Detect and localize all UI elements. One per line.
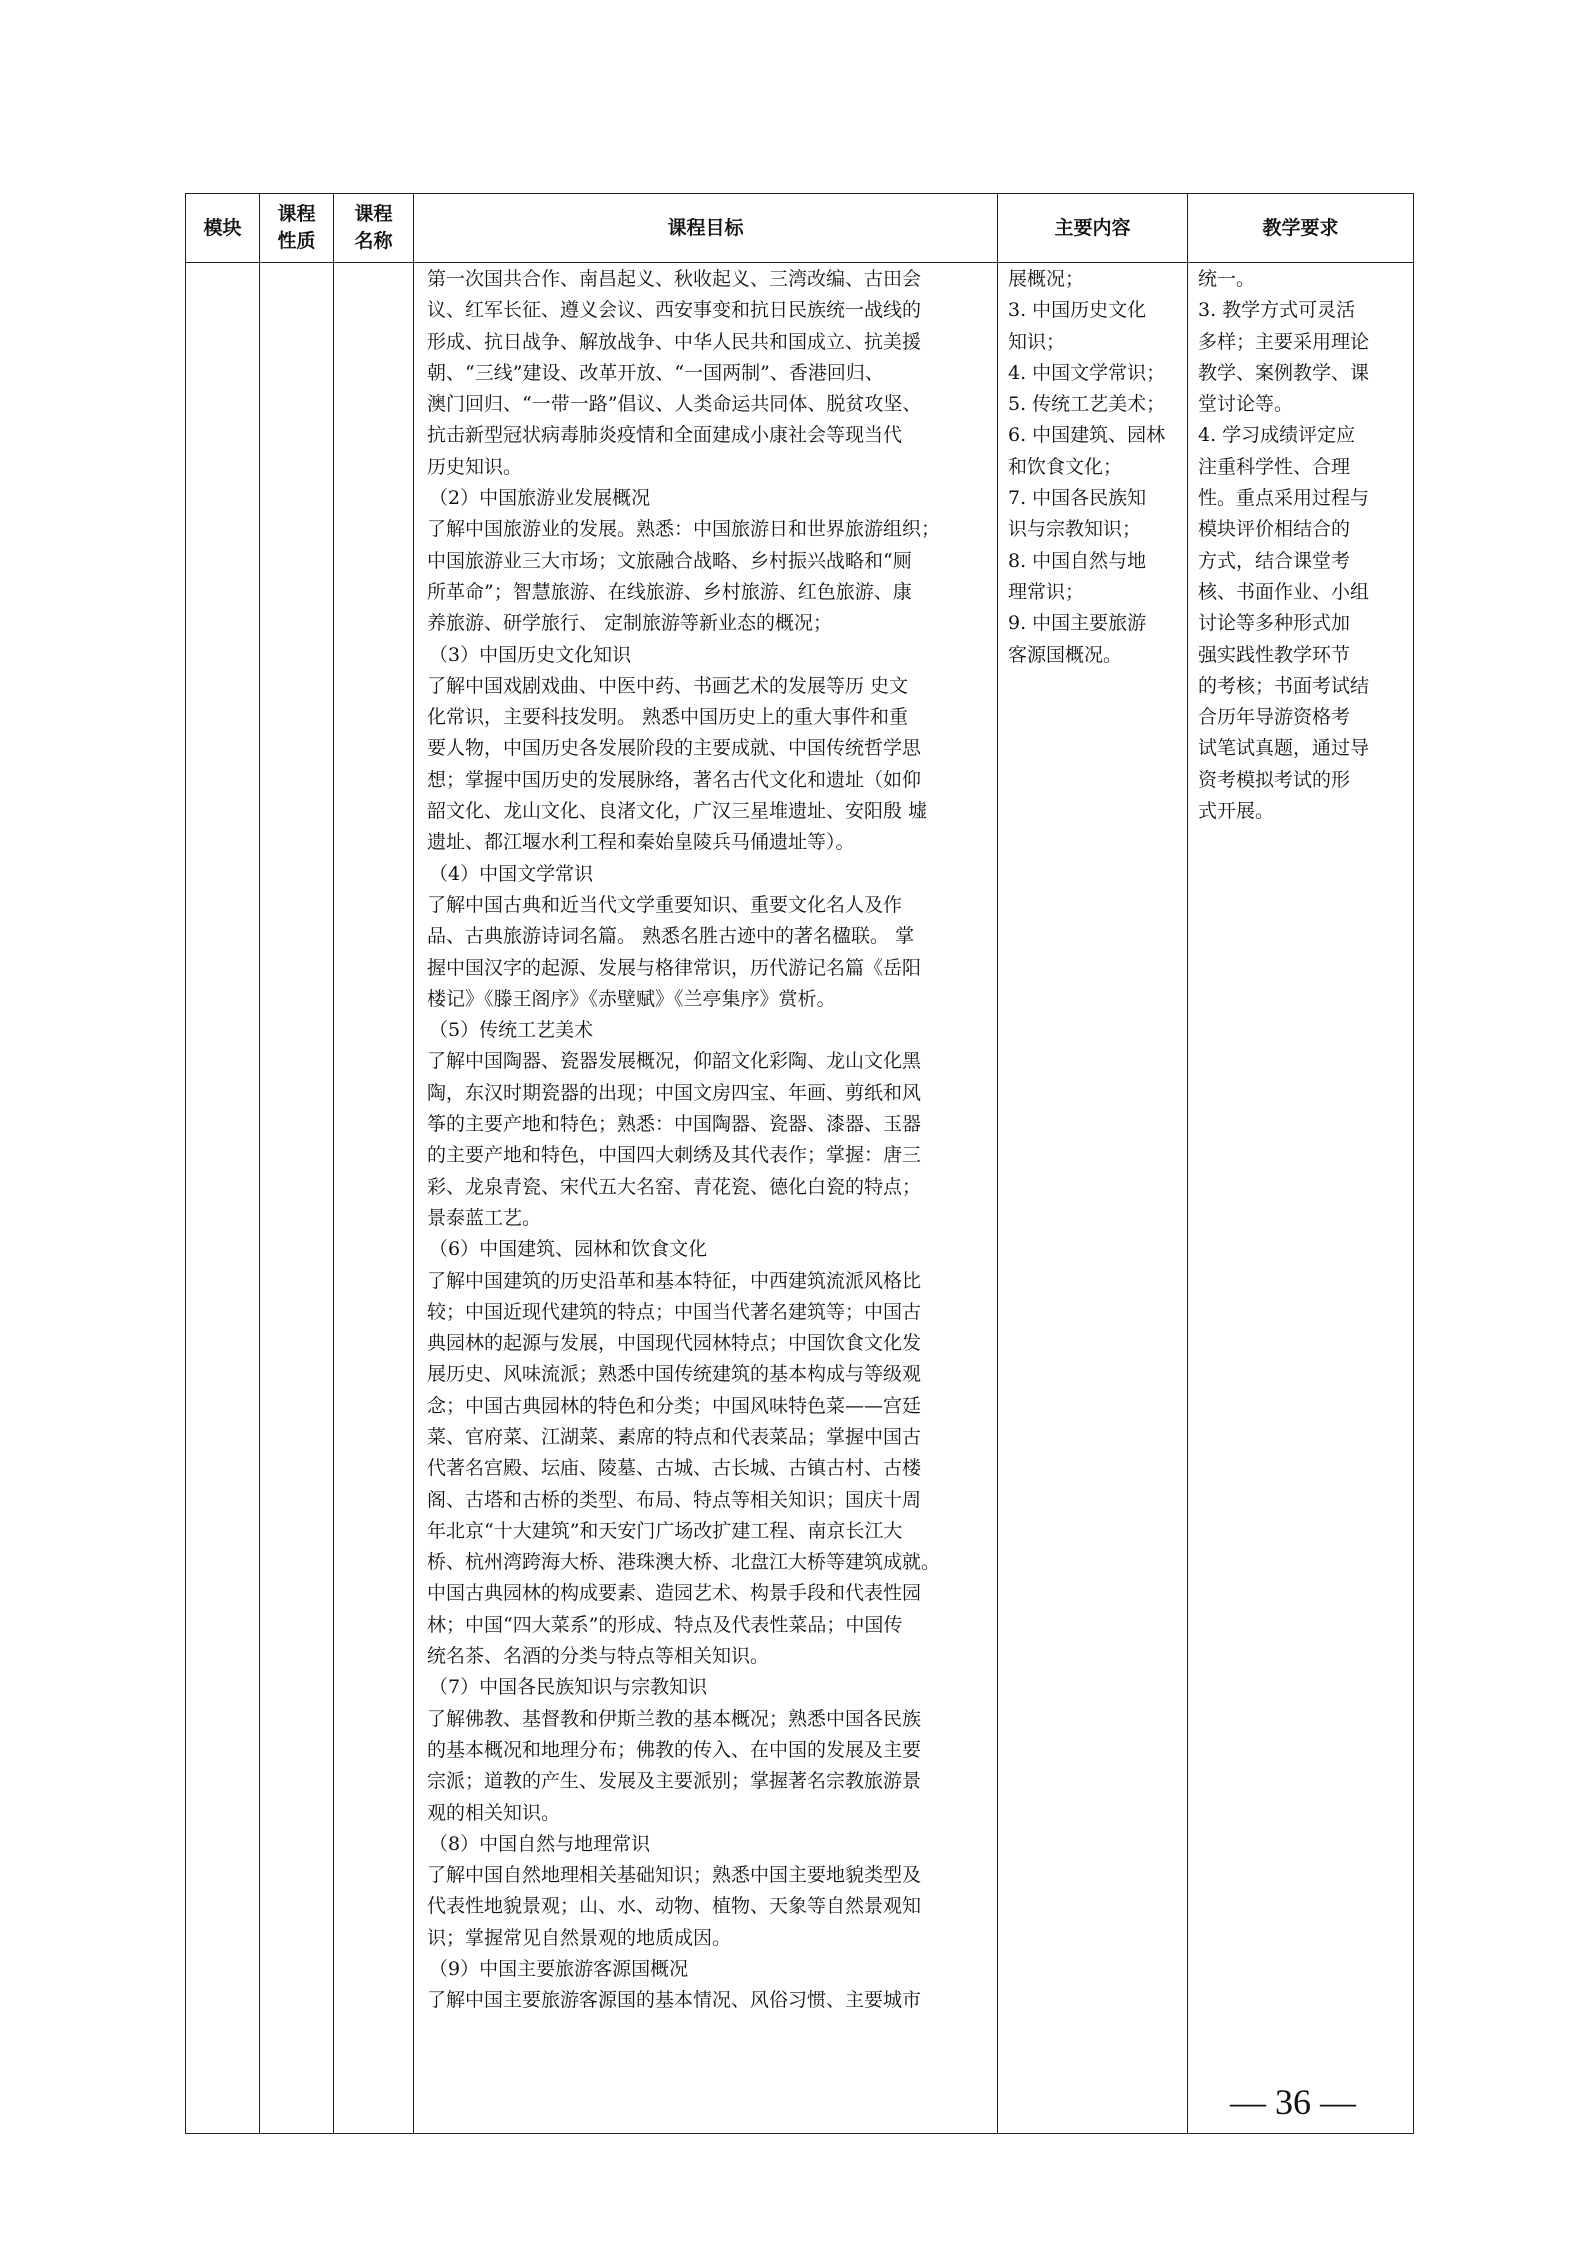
- requirement-line: 模块评价相结合的: [1198, 518, 1351, 541]
- objectives-text: [414, 263, 997, 2017]
- content-line: 8. 中国自然与地: [1008, 549, 1147, 572]
- objective-line: 观的相关知识。: [427, 1801, 561, 1824]
- objective-line: 桥、杭州湾跨海大桥、港珠澳大桥、北盘江大桥等建筑成就。: [427, 1551, 941, 1574]
- objective-line: （4）中国文学常识: [429, 862, 594, 885]
- requirement-line: 式开展。: [1198, 800, 1275, 823]
- content-line: 5. 传统工艺美术；: [1008, 393, 1166, 416]
- content-line: 3. 中国历史文化: [1008, 299, 1147, 322]
- teaching-requirements-text: [1188, 263, 1413, 827]
- objective-line: 韶文化、龙山文化、良渚文化，广汉三星堆遗址、安阳殷 墟: [427, 800, 928, 823]
- objective-line: （8）中国自然与地理常识: [429, 1832, 651, 1855]
- content-line: 7. 中国各民族知: [1008, 487, 1147, 510]
- objective-line: 统名茶、名酒的分类与特点等相关知识。: [427, 1645, 770, 1668]
- content-line: 6. 中国建筑、园林: [1008, 424, 1166, 447]
- requirement-line: 强实践性教学环节: [1198, 643, 1351, 666]
- objective-line: 了解中国古典和近当代文学重要知识、重要文化名人及作: [427, 893, 903, 916]
- content-line: 9. 中国主要旅游: [1008, 612, 1147, 635]
- objective-line: 第一次国共合作、南昌起义、秋收起义、三湾改编、古田会: [427, 268, 922, 290]
- course-type-cell: [260, 263, 334, 2134]
- content-line: 理常识；: [1008, 580, 1085, 603]
- teaching-requirements-cell: [1188, 263, 1414, 2134]
- content-line: 和饮食文化；: [1008, 455, 1123, 478]
- objective-line: 较；中国近现代建筑的特点；中国当代著名建筑等；中国古: [427, 1300, 922, 1323]
- objective-line: （9）中国主要旅游客源国概况: [429, 1958, 689, 1981]
- objective-line: 了解中国旅游业的发展。熟悉：中国旅游日和世界旅游组织；: [427, 518, 941, 541]
- module-cell: [186, 263, 260, 2134]
- objective-line: 中国旅游业三大市场；文旅融合战略、乡村振兴战略和“厕: [427, 549, 912, 572]
- content-line: 展概况；: [1008, 268, 1085, 290]
- objective-line: 菜、官府菜、江湖菜、素席的特点和代表菜品；掌握中国古: [427, 1425, 922, 1448]
- objective-line: 楼记》《滕王阁序》《赤壁赋》《兰亭集序》赏析。: [427, 987, 836, 1010]
- requirement-line: 合历年导游资格考: [1198, 706, 1351, 729]
- objectives-cell: [414, 263, 998, 2134]
- header-objectives: 课程目标: [414, 194, 998, 263]
- objective-line: 所革命”；智慧旅游、在线旅游、乡村旅游、红色旅游、康: [427, 580, 912, 603]
- table-header-row: [186, 194, 1414, 263]
- objective-line: 化常识，主要科技发明。 熟悉中国历史上的重大事件和重: [427, 706, 909, 729]
- objective-line: 了解中国陶器、瓷器发展概况，仰韶文化彩陶、龙山文化黑: [427, 1050, 922, 1073]
- objective-line: 识；掌握常见自然景观的地质成因。: [427, 1926, 732, 1949]
- objective-line: 议、红军长征、遵义会议、西安事变和抗日民族统一战线的: [427, 299, 922, 322]
- table-row: [186, 263, 1414, 2134]
- header-teaching-requirements: 教学要求: [1188, 194, 1414, 263]
- page-number: — 36 —: [1230, 2082, 1356, 2122]
- requirement-line: 讨论等多种形式加: [1198, 612, 1351, 635]
- objective-line: （7）中国各民族知识与宗教知识: [429, 1676, 708, 1699]
- objective-line: 的主要产地和特色，中国四大刺绣及其代表作；掌握：唐三: [427, 1144, 922, 1167]
- content-line: 4. 中国文学常识；: [1008, 361, 1166, 384]
- objective-line: 要人物，中国历史各发展阶段的主要成就、中国传统哲学思: [427, 737, 922, 760]
- objective-line: 陶，东汉时期瓷器的出现；中国文房四宝、年画、剪纸和风: [427, 1081, 922, 1104]
- content-line: 客源国概况。: [1008, 643, 1123, 666]
- objective-line: 的基本概况和地理分布；佛教的传入、在中国的发展及主要: [427, 1738, 922, 1761]
- objective-line: 典园林的起源与发展，中国现代园林特点；中国饮食文化发: [427, 1332, 922, 1355]
- requirement-line: 注重科学性、合理: [1198, 455, 1351, 478]
- requirement-line: 3. 教学方式可灵活: [1198, 299, 1356, 322]
- requirement-line: 性。重点采用过程与: [1198, 487, 1370, 510]
- objective-line: 形成、抗日战争、解放战争、中华人民共和国成立、抗美援: [427, 330, 922, 353]
- objective-line: 朝、“三线”建设、改革开放、“一国两制”、香港回归、: [427, 361, 884, 384]
- objective-line: 澳门回归、“一带一路”倡议、人类命运共同体、脱贫攻坚、: [427, 393, 922, 416]
- requirement-line: 的考核；书面考试结: [1198, 674, 1370, 697]
- objective-line: 中国古典园林的构成要素、造园艺术、构景手段和代表性园: [427, 1582, 922, 1605]
- requirement-line: 教学、案例教学、课: [1198, 361, 1370, 384]
- requirement-line: 堂讨论等。: [1198, 393, 1294, 416]
- objective-line: 握中国汉字的起源、发展与格律常识，历代游记名篇《岳阳: [427, 956, 922, 979]
- course-name-cell: [334, 263, 414, 2134]
- header-course-type: 课程 性质: [260, 194, 334, 263]
- objective-line: 筝的主要产地和特色；熟悉：中国陶器、瓷器、漆器、玉器: [427, 1113, 922, 1136]
- objective-line: 想；掌握中国历史的发展脉络，著名古代文化和遗址（如仰: [427, 768, 922, 791]
- objective-line: 了解中国主要旅游客源国的基本情况、风俗习惯、主要城市: [427, 1989, 922, 2012]
- objective-line: 彩、龙泉青瓷、宋代五大名窑、青花瓷、德化白瓷的特点；: [427, 1175, 922, 1198]
- objective-line: 了解中国自然地理相关基础知识；熟悉中国主要地貌类型及: [427, 1864, 922, 1887]
- objective-line: （5）传统工艺美术: [429, 1019, 594, 1042]
- content-line: 识与宗教知识；: [1008, 518, 1142, 541]
- objective-line: 展历史、风味流派；熟悉中国传统建筑的基本构成与等级观: [427, 1363, 922, 1386]
- requirement-line: 方式，结合课堂考: [1198, 549, 1351, 572]
- requirement-line: 4. 学习成绩评定应: [1198, 424, 1356, 447]
- objective-line: 抗击新型冠状病毒肺炎疫情和全面建成小康社会等现当代: [427, 424, 903, 447]
- objective-line: 宗派；道教的产生、发展及主要派别；掌握著名宗教旅游景: [427, 1770, 922, 1793]
- main-content-cell: [998, 263, 1188, 2134]
- objective-line: 遗址、都江堰水利工程和秦始皇陵兵马俑遗址等）。: [427, 831, 855, 854]
- objective-line: 林；中国“四大菜系”的形成、特点及代表性菜品；中国传: [427, 1613, 903, 1636]
- objective-line: 历史知识。: [427, 455, 523, 478]
- requirement-line: 试笔试真题，通过导: [1198, 737, 1370, 760]
- requirement-line: 核、书面作业、小组: [1198, 580, 1370, 603]
- objective-line: 了解中国戏剧戏曲、中医中药、书画艺术的发展等历 史文: [427, 674, 909, 697]
- objective-line: 代著名宫殿、坛庙、陵墓、古城、古长城、古镇古村、古楼: [427, 1457, 922, 1480]
- objective-line: 阁、古塔和古桥的类型、布局、特点等相关知识；国庆十周: [427, 1488, 922, 1511]
- objective-line: 景泰蓝工艺。: [427, 1206, 542, 1229]
- main-content-text: [998, 263, 1187, 671]
- objective-line: 养旅游、研学旅行、 定制旅游等新业态的概况；: [427, 612, 833, 635]
- header-course-name: 课程 名称: [334, 194, 414, 263]
- objective-line: 念；中国古典园林的特色和分类；中国风味特色菜——宫廷: [427, 1394, 922, 1417]
- requirement-line: 统一。: [1198, 268, 1256, 290]
- objective-line: 年北京“十大建筑”和天安门广场改扩建工程、南京长江大: [427, 1519, 903, 1542]
- header-main-content: 主要内容: [998, 194, 1188, 263]
- content-line: 知识；: [1008, 330, 1066, 353]
- objective-line: 了解佛教、基督教和伊斯兰教的基本概况；熟悉中国各民族: [427, 1707, 922, 1730]
- objective-line: （6）中国建筑、园林和饮食文化: [429, 1238, 708, 1261]
- requirement-line: 多样；主要采用理论: [1198, 330, 1370, 353]
- curriculum-table: [185, 193, 1414, 2134]
- objective-line: 代表性地貌景观；山、水、动物、植物、天象等自然景观知: [427, 1895, 922, 1918]
- objective-line: 品、古典旅游诗词名篇。 熟悉名胜古迹中的著名楹联。 掌: [427, 925, 915, 948]
- requirement-line: 资考模拟考试的形: [1198, 768, 1351, 791]
- objective-line: 了解中国建筑的历史沿革和基本特征，中西建筑流派风格比: [427, 1269, 922, 1292]
- header-module: 模块: [186, 194, 260, 263]
- objective-line: （2）中国旅游业发展概况: [429, 487, 651, 510]
- objective-line: （3）中国历史文化知识: [429, 643, 632, 666]
